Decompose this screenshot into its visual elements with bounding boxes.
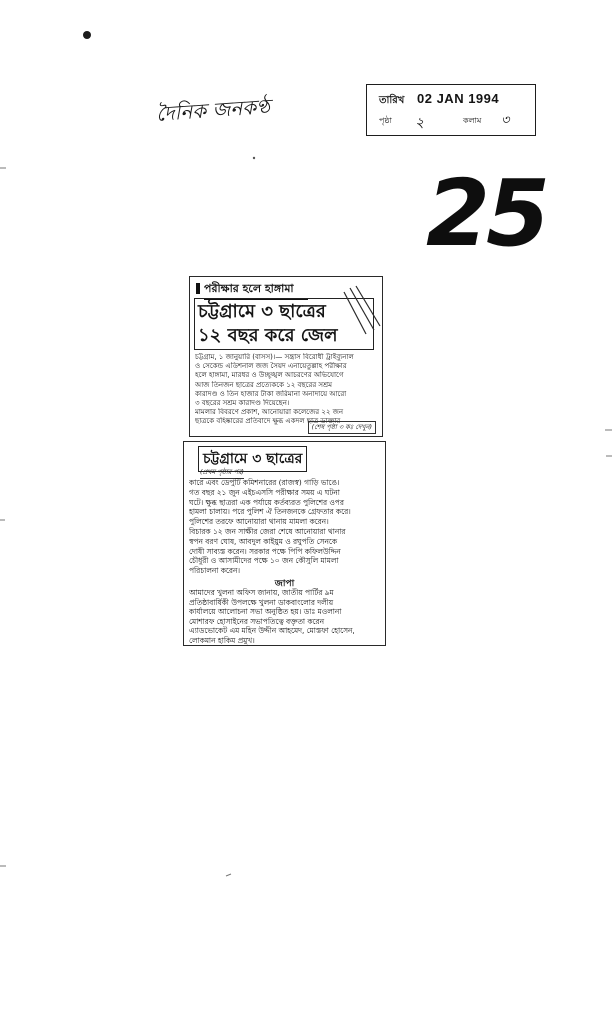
body-line: হামলা চালায়। পরে পুলিশ ঐ তিনজনকে গ্রেফতার করে। — [189, 507, 351, 517]
clipping-heading: চট্টগ্রামে ৩ ছাত্রের — [198, 446, 307, 472]
stamp-column-label: কলাম — [463, 116, 482, 125]
continuation-note: (শেষ পৃষ্ঠা ৩ কঃ দেখুন) — [308, 421, 376, 434]
body-line: ৩ বছরের সশ্রম কারাদণ্ড দিয়েছেন। — [195, 399, 290, 407]
section-subhead: জাপা — [274, 579, 295, 589]
date-stamp — [366, 84, 536, 136]
scan-speck — [83, 31, 91, 39]
body-line: চৌধুরী ও আসামীদের পক্ষে ১০ জন কৌসুলি মামলা — [189, 556, 339, 566]
continued-from-note: (প্রথম পৃষ্ঠার পর) — [200, 467, 244, 479]
handwritten-publication-name: দৈনিক জনকণ্ঠ — [155, 94, 271, 126]
body-line: আজ তিনজন ছাত্রের প্রত্যেককে ১২ বছরের সশ্রম — [195, 380, 333, 389]
body-line: ও সেকেন্ড এডিশনাল জজ সৈয়দ এনায়েতুল্লাহ পরীক্ষার — [195, 362, 347, 371]
body-line: চট্টগ্রাম, ১ জানুয়ারি (বাসস)।— সন্ত্রাস বিরোধী ট্রাইব্যুনাল — [195, 353, 354, 361]
body-line: এ্যাডভোকেট এম মহিন উদ্দীন আহমেদ, মোস্তফা হোসেন, — [189, 626, 355, 635]
body-line: লোকমান হাকিম প্রমুখ। — [189, 635, 255, 645]
body-line: ছাত্রকে বহিষ্কারের প্রতিবাদে ক্ষুব্ধ একদল ছাত্র ডাক্তার — [195, 417, 341, 426]
body-line: পরিচালনা করেন। — [189, 566, 240, 576]
stamp-column-number: ৩ — [501, 113, 510, 128]
body-line: কারে এবং ডেপুটি কমিশনারের (রাজস্ব) গাড়ি ভাঙে। — [189, 478, 340, 487]
headline-box — [194, 298, 374, 350]
body-line: স্বপন বরণ ঘোষ, আবদুল কাইয়ুম ও রঘুপতি সেনকে — [189, 536, 338, 546]
kicker-bar — [196, 283, 200, 294]
clipping-kicker: পরীক্ষার হলে হাঙ্গামা — [204, 280, 308, 300]
body-line: কারাদণ্ড ও তিন হাজার টাকা জরিমানা অনাদায়ে আরো — [195, 389, 347, 398]
body-line: দোষী সাব্যস্ত করেন। সরকার পক্ষে পিপি কফিলউদ্দিন — [189, 546, 341, 556]
scan-speck-small — [253, 157, 255, 159]
stamp-page-label: পৃষ্ঠা — [379, 116, 392, 125]
body-line: প্রতিষ্ঠাবার্ষিকী উপলক্ষে খুলনা ডাকবাংলোর দলীয় — [189, 597, 334, 607]
body-line: হলে হাঙ্গামা, মারধর ও উচ্ছৃঙ্খল আচরণের অভিযোগে — [195, 371, 344, 380]
headline-line: চট্টগ্রামে ৩ ছাত্রের — [198, 301, 326, 322]
stamp-date-label: তারিখ — [379, 95, 405, 106]
body-line: মামলার বিবরণে প্রকাশ, আনোয়ারা কলেজের ২২ জন — [195, 408, 344, 417]
body-line: গত বছর ২১ জুন এইচএসসি পরীক্ষার সময় এ ঘটনা — [189, 487, 340, 497]
body-line: মোশারফ হোসাইনের সভাপতিত্বে বক্তৃতা করেন — [189, 616, 324, 626]
body-line: পুলিশের তরফে আনোয়ারা থানায় মামলা করেন। — [189, 517, 329, 527]
stamp-date: 02 JAN 1994 — [417, 91, 500, 106]
body-line: ঘটে। ক্ষুব্ধ ছাত্ররা এক পর্যায়ে কর্তব্যরত পুলিশের ওপর — [189, 497, 344, 507]
stamp-page-number: ২ — [415, 115, 425, 131]
news-clipping-front-page — [189, 276, 383, 437]
headline-line: ১২ বছর করে জেল — [198, 325, 338, 346]
body-line: আমাদের খুলনা অফিস জানায়, জাতীয় পার্টির ৯ম — [189, 588, 334, 597]
body-line: কার্যালয়ে আলোচনা সভা অনুষ্ঠিত হয়। ডাঃ মওলানা — [189, 607, 342, 616]
handwritten-page-number: 25 — [426, 160, 547, 267]
news-clipping-continuation — [183, 441, 386, 646]
body-line: বিচারক ১২ জন সাক্ষীর জেরা শেষে আনোয়ারা থানার — [189, 527, 346, 536]
